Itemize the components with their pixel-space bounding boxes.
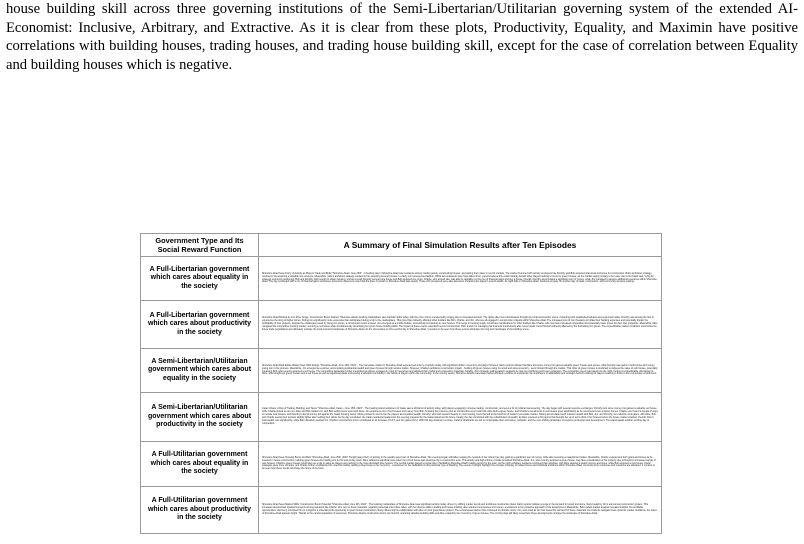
government-type-cell: A Semi-Libertarian/Utilitarian government which cares about equality in the society	[141, 349, 259, 393]
table-row	[141, 257, 662, 301]
table-header-row	[141, 234, 662, 257]
table-row	[141, 349, 662, 393]
table-row	[141, 487, 662, 534]
simulation-results-table	[140, 233, 662, 534]
government-type-cell: A Full-Utilitarian government which cares about equality in the society	[141, 442, 259, 487]
summary-cell: Catan Chaos: A Day of Trading, Building, and Taxes "Shoreline-Abad, Catan - June 15th, 2024" - The bustling island settlement of Catan saw a whirlwind of activity today, with players engaging in intense trading, construction, and even a bit of political maneuvering. The day began with several resource exchanges: Dorothy lent some money, but gained a valuable red house, while Charlie picked up an iron. Alice and Bob traded iron, with Bob selling some wood and stone. Jim acquired a mix of red houses and money from Bob, boosting his resource pool as construction fever took hold. Alice built a green house, and Charlie's investments in red houses grew significantly as he constructed over a dozen homes. Charlie even found a couple of ways to include new houses, and Dorothy's dismal money fell against the Catan housing sector. Money flowed in and out as the players accumulated wealth. Dorothy, who had invested heavily in new housing, found herself at the forefront of Catan's real estate market. Having accumulated such massive wealth with Bob, Jim, and Dorothy, tax collection took place, with Alice, Bob and Charlie seeing their pockets slightly lighter after settling their debts. As the day concluded, the Catan residents headed into the evening prepared for the Catan island and its future. Finally, the day concluded with the redistribution of wealth, as Alice received a 2% payout that brought her up to sell a third of her houses before the house market crashed. Overall, Alice's total wealth rose significantly, while Bob ultimately reached 6.0. Charlie's construction boom contributed to an increase of 12.5, and Jim gained 12.2. With this day drawing to a close, Catan's inhabitants are left to contemplate their successes, setbacks, and the ever-shifting landscape of resource production and development. The island awaits another exciting day of competition.	[259, 393, 662, 442]
table-row	[141, 301, 662, 349]
header-summary: A Summary of Final Simulation Results after Ten Episodes	[259, 234, 662, 257]
header-government-type: Government Type and Its Social Reward Function	[141, 234, 259, 257]
government-type-cell: A Full-Libertarian government which cares about productivity in the society	[141, 301, 259, 349]
summary-cell: Shoreline-Abad Sees Housing Boom and Bust "Shoreline-Abad, June 25th, 2024" Tonight saw a flurry of activity in the usually quiet town of Shoreline-Abad. The evening began with Ellen reaping the rewards of her robust tree day, gaining a significant sum of money, while also receiving a material tax burden. Meanwhile, Charlie experienced both gains and losses as he invested in house construction, building green houses and trading iron for his end-of-day stock. Alice suffered a significant loss when her prized house was destroyed by a construction error. This activity and high volume of trade benefited Shoreline-Abad. Jim, who recently acquired a green house, may face a devaluation of his property due to Dorothy's increased supply of new houses. Charlie's green houses could also see a dip in value as players are pushing to the more abundant blue houses. The central market played a pivotal role in facilitating Shoreline-Abad's trading sector for the town. As the night unfolded, residents continued their activities, with Alice seeking a steady income and stone, while Bob acquired a new house. Fiscal strategies grew more complex, and Charlie further emphasized the need for trading, adding a blue house to her inventory - a testament to her dedication to this particular type of dwelling. The events of tonight highlight the complex interplay of market forces and individual ambitions within Shoreline-Abad. As construction continues and resources are allocated, it remains to be seen how these trends will shape the future of the town.	[259, 442, 662, 487]
summary-cell: Shoreline-Abad Sees Flurry of Activity as Players Trade and Build "Shoreline-Abad, June 26th" - A bustling day in Shoreline-Abad saw residents actively trading goods, constructing houses, and raising their value to record markets. The market hummed with activity as players like Dorothy and Bob acquired vital wood and stone for construction. Bob's ambitious strategy resulted in his acquiring a valuable iron resource. Meanwhile, Alice's ambitious strategy resulted in her acquiring several houses in a fairly sum unexpected fashion. While two endeavors may have fallen short, experts believe this could instantly benefit other players looking to invest in green houses, as the market supply is likely to be lower due to her failed task. Vying for strategic economic positioning, Bob and Dorothy both sought to obtain housing, and as a result Dorothy secured one house and Bob acquired one more. Charlie, who arrived late, was able to capitalize on the rise of financial gains and buy a house. Overall, Dorothy accumulated a significant sum of money, while Jim managed to acquire additional resources within Shoreline-Abad. The day concluded with a mix of financial gains and losses. Economic observers noted that the pace of growth in Shoreline-Abad was steady. Those who prospered were also assessed, impacting the players' overall wealth. As night falls on Shoreline-Abad, residents prepare for another day of trade, construction, and community decision-making.	[259, 257, 662, 301]
summary-cell: Shoreline-Abad Rocked by Iron Price Surge; Construction Boom Follows "Shoreline-Abad's bustling marketplace saw dramatic shifts today, with the price of iron unexpectedly surging due to increased demand. The ripple effect sent shockwaves through the local construction scene, impacting both established builders and newcomers alike. Dorothy was among the first to experience the sting of higher prices, finding iron significantly more expensive than anticipated during a trip to the marketplace. This price hike indirectly affected other builders like Bob, Charlie, and Jim, who are all engaged in construction projects within Shoreline-Abad. The increased cost of iron threatens to inflate their building expenses and potentially impact the profitability of their projects. Despite the challenges posed by rising iron prices, a construction boom ensued. Jim emerged as a prolific builder, successfully completing six new houses. This surge in housing supply could have ramifications for other builders like Charlie, who may face increased competition and potentially lower prices for their own properties. Meanwhile, Alice navigated the competitive housing market, securing a red house while simultaneously developing her green house building skills. The impact of these events extended beyond construction. Bob, known for managing his business meticulously after recent deals, found himself indirectly affected by the fluctuating iron prices. The unpredictable market conditions could influence future trade negotiations and ultimately reshape the local economic landscape of Shoreline-Abad. As the dust settles on this eventful day in Shoreline-Abad, it remains to be seen how these events will shape the long-term landscape of the building scene.	[259, 301, 662, 349]
government-type-cell: A Full-Libertarian government which cares about equality in the society	[141, 257, 259, 301]
government-type-cell: A Semi-Libertarian/Utilitarian government which cares about productivity in the society	[141, 393, 259, 442]
government-type-cell: A Full-Utilitarian government which cares about productivity in the society	[141, 487, 259, 534]
summary-cell: Shoreline-Abad Real Estate Market Sees Wild Swings "Shoreline-Abad, June 16th, 2024" - The real estate market in Shoreline-Abad experienced a flurry of activity today, with significant shifts in inventory and player fortunes. Early reports indicate that Alice lost some money but gained valuable green houses and stones, while Dorothy saw gains in both house and money, losing iron in the process. Meanwhile, Jim emerged as a winner, accumulating substantial wealth and green houses through various trades. However, Charlie's ambitious construction project - building 20 green houses using his wood and stone inventory - went forward through the market. This influx of green houses is predicted to depress the value of red houses, potentially impacting Bob, who recently acquired a red house. The competitive landscape further intensified as players engaged in vying for resources and debated their profits and construction materials. Notably, Jim's strategic selling pattern suggests he may be prioritizing profit over expansion. The competitive tug-of-war lasted into the night, hinting at unpredictable risk-taking for Alice, who bought two green houses and a red house as well as significant deals and leaving a valuable commodity in the hands of players within the community. In the coming weeks, Shoreline-Abad's real estate market will likely continue to underscore the importance of adaptability and strategic decision-making for players seeking to thrive in this competitive environment.	[259, 349, 662, 393]
table-row	[141, 442, 662, 487]
body-paragraph: house building skill across three governing institutions of the Semi-Libertarian/Utilitarian governing system of the extended AI-Economist: Inclusive, Arbitrary, and Extractive. As it is clear from these plots, Productivity, Equality, and Maximin have positive correlations with building houses, trading houses, and trading house building skill, except for the case of correlation between Equality and building houses which is negative.	[6, 1, 798, 73]
summary-cell: Shoreline-Abad Sees Market Shifts: Construction Boom Potential "Shoreline-Abad, June 9th, 2024" - The bustling marketplace of Shoreline-Abad saw significant activity today, driven by shifting market trends and ambitious construction plans. Early reports indicate a surge in the demand for wood and stone, likely fueled by Jim's announced construction project. This increased demand has sparked concerns among residents like Charlie, who rely on these materials, regarding potential price hikes. Ellen, with her diverse skills in trading and house building, also acquired new houses and money, a testament to her proactive approach to life development. Meanwhile, Bob's adept market analysis revealed insights into profitable opportunities, discovery prompted him to recognize a potential profit opportunity in green house construction, likely influencing his collaboration with Alice on their greenhouse project. The central asset planner has continued to prioritize stone, iron, and wood as Jim has fueled the demand for these materials. As residents navigate these dynamic market conditions, the future of Shoreline-Abad appears bright. Thanks to the careful acquisition of resources, Shoreline-Abad's construction boom can flourish, acquiring valuable building skills and Alice expanding her inventory of green houses. The coming days will likely reveal how these developments reshape the landscape of Shoreline-Abad.	[259, 487, 662, 534]
table-row	[141, 393, 662, 442]
